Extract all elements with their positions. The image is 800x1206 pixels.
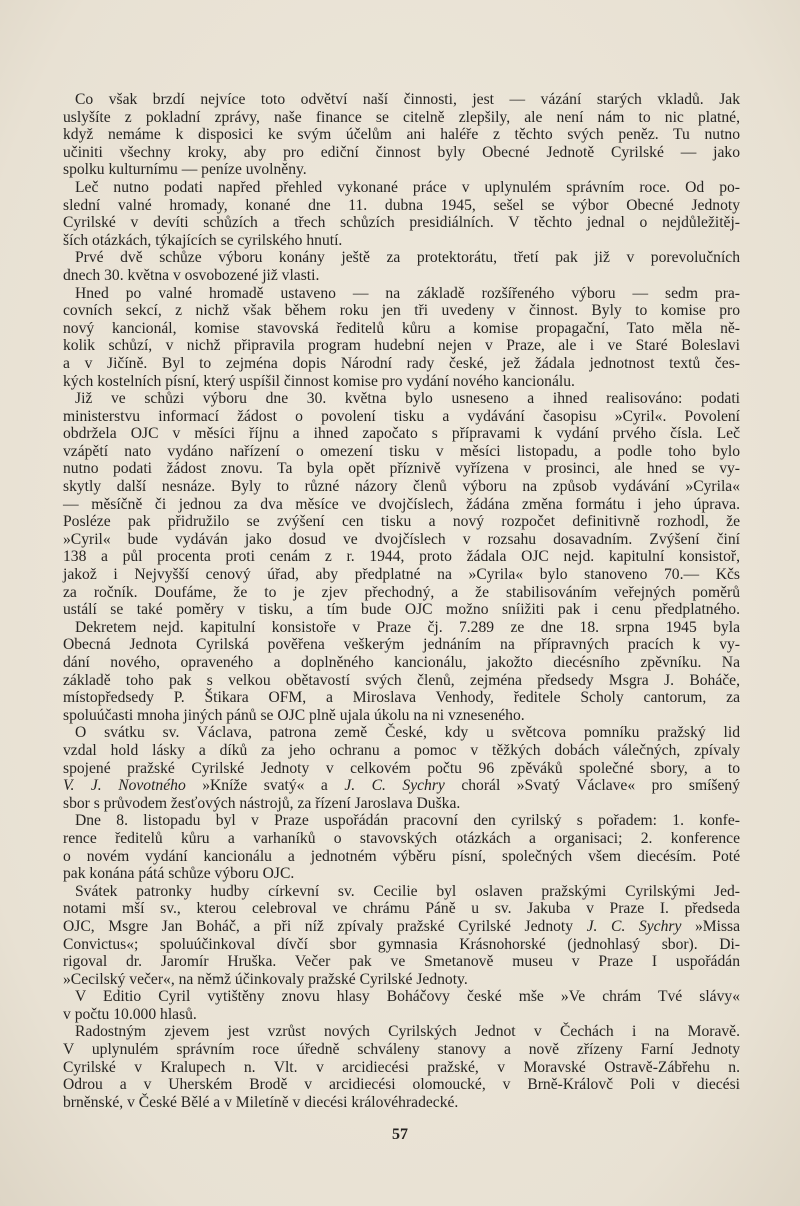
text-segment: jakož i Nejvyšší cenový úřad, aby předplatné na »Cyrila« bylo stanoveno 70.— Kčs bbox=[63, 566, 740, 584]
text-line bbox=[63, 707, 740, 725]
text-line bbox=[63, 953, 740, 971]
text-segment: 138 a půl procenta proti cenám z r. 1944, proto žádala OJC nejd. kapitulní konsistoř, bbox=[63, 548, 740, 566]
text-line bbox=[63, 443, 740, 461]
paragraph-first-line bbox=[63, 249, 740, 267]
text-segment: »Cyril« bude vydáván jako dosud ve dvojčíslech v rozsahu dosavadním. Zvýšení činí bbox=[63, 530, 740, 548]
text-segment: spojené pražské Cyrilské Jednoty v celkovém počtu 96 zpěváků společné sbory, a to bbox=[63, 759, 740, 777]
text-segment: Convictus«; spoluúčinkoval dívčí sbor gymnasia Krásnohorské (jednohlasý sbor). Di- bbox=[63, 935, 740, 953]
text-line bbox=[63, 566, 740, 584]
text-segment: v počtu 10.000 hlasů. bbox=[63, 1005, 197, 1023]
text-segment: nutno podati žádost znovu. Ta byla opět příznivě vyřízena v prosinci, ale hned se vy- bbox=[63, 460, 740, 478]
text-segment: Již ve schůzi výboru dne 30. května bylo usneseno a ihned realisováno: podati bbox=[75, 390, 740, 408]
paragraph-first-line bbox=[63, 91, 740, 109]
text-segment: o novém vydání kancionálu a jednotném výběru písní, společných všem diecésím. Poté bbox=[63, 847, 740, 865]
paragraph-first-line bbox=[63, 1023, 740, 1041]
paragraph-first-line bbox=[63, 179, 740, 197]
text-line bbox=[63, 636, 740, 654]
text-segment: pak konána pátá schůze výboru OJC. bbox=[63, 865, 295, 883]
text-line bbox=[63, 672, 740, 690]
text-line bbox=[63, 531, 740, 549]
page-number: 57 bbox=[392, 1126, 408, 1143]
text-segment: notami mší sv., kterou celebroval ve chrámu Páně u sv. Jakuba v Praze I. předseda bbox=[63, 900, 740, 918]
text-segment: V Editio Cyril vytištěny znovu hlasy Boháčovy české mše »Ve chrám Tvé slávy« bbox=[75, 988, 740, 1006]
text-line bbox=[63, 408, 740, 426]
text-segment: Dekretem nejd. kapitulní konsistoře v Praze čj. 7.289 ze dne 18. srpna 1945 byla bbox=[75, 618, 740, 636]
text-line bbox=[63, 109, 740, 127]
text-line bbox=[63, 232, 740, 250]
italic-name: J. C. Sychry bbox=[344, 777, 445, 795]
text-line bbox=[63, 355, 740, 373]
text-segment: ustálí se také poměry v tisku, a tím bude OJC možno sníižiti pak i cenu předplatného. bbox=[63, 601, 740, 619]
text-line bbox=[63, 126, 740, 144]
text-segment: dání nového, opraveného a doplněného kancionálu, jakožto diecésního zpěvníku. Na bbox=[63, 654, 740, 671]
text-segment: učiniti všechny kroky, aby pro ediční činnost byly Obecné Jednotě Cyrilské — jako bbox=[63, 143, 740, 161]
text-segment: Odrou a v Uherském Brodě v arcidiecési olomoucké, v Brně-Královč Poli v diecési bbox=[63, 1076, 740, 1094]
text-line bbox=[63, 1041, 740, 1059]
text-line bbox=[63, 214, 740, 232]
text-segment: Leč nutno podati napřed přehled vykonané práce v uplynulém správním roce. Od po- bbox=[75, 178, 740, 196]
text-line bbox=[63, 1059, 740, 1077]
paragraph-first-line bbox=[63, 619, 740, 637]
text-line bbox=[63, 848, 740, 866]
text-segment: vzdal hold lásky a díků za jeho ochranu a pomoc v těžkých dobách válečných, zpívaly bbox=[63, 741, 740, 759]
text-segment: »Cecilský večer«, na němž účinkovaly pražské Cyrilské Jednoty. bbox=[63, 970, 468, 988]
text-segment: brněnské, v České Bělé a v Miletíně v diecési královéhradecké. bbox=[63, 1093, 459, 1111]
text-line bbox=[63, 144, 740, 162]
text-line bbox=[63, 865, 740, 883]
paragraph-first-line bbox=[63, 390, 740, 408]
text-line bbox=[63, 320, 740, 338]
text-segment: skytly další nesnáze. Byly to různé názory členů výboru na způsob vydávání »Cyrila« bbox=[63, 478, 740, 496]
text-line bbox=[63, 830, 740, 848]
text-segment: za ročník. Doufáme, že to je zjev přechodný, a že stabilisováním veřejných poměrů bbox=[63, 583, 740, 601]
text-line bbox=[63, 337, 740, 355]
text-segment: chorál »Svatý Václave« pro smíšený bbox=[444, 777, 741, 795]
text-line bbox=[63, 548, 740, 566]
text-segment: dnech 30. května v osvobozené již vlasti. bbox=[63, 266, 320, 284]
text-line bbox=[63, 760, 740, 778]
text-line bbox=[63, 584, 740, 602]
italic-name: V. J. Novotného bbox=[63, 777, 186, 795]
text-segment: Prvé dvě schůze výboru konány ještě za protektorátu, třetí pak již v porevolučních bbox=[75, 249, 740, 267]
text-segment: O svátku sv. Václava, patrona země České, kdy u světcova pomníku pražský lid bbox=[75, 724, 740, 742]
text-segment: základě toho pak s velkou obětavostí svých členů, zejména předsedy Msgra J. Boháče, bbox=[63, 671, 740, 689]
text-line bbox=[63, 197, 740, 215]
text-line bbox=[63, 1094, 740, 1112]
text-segment: uslyšíte z pokladní zprávy, naše finance se citelně zlepšily, ale není nám to nic platné, bbox=[63, 108, 740, 126]
text-segment: V uplynulém správním roce úředně schváleny stanovy a nově zřízeny Farní Jednoty bbox=[63, 1041, 740, 1059]
paragraph-first-line bbox=[63, 883, 740, 901]
text-line bbox=[63, 267, 740, 285]
paragraph-first-line bbox=[63, 724, 740, 742]
paragraph-first-line bbox=[63, 988, 740, 1006]
text-segment: kých kostelních písní, který uspíšil činnost komise pro vydání nového kancionálu. bbox=[63, 372, 575, 390]
text-segment: a v Jičíně. Byl to zejména dopis Národní rady české, jež žádala jednotnost textů čes- bbox=[63, 354, 740, 372]
text-line bbox=[63, 900, 740, 918]
body-text bbox=[63, 91, 740, 1111]
text-segment: kolik schůzí, v nichž připravila program hudební nejen v Praze, ale i ve Staré Boleslavi bbox=[63, 337, 740, 355]
text-line bbox=[63, 1006, 740, 1024]
text-line bbox=[63, 1076, 740, 1094]
text-segment: spolku kulturnímu — peníze uvolněny. bbox=[63, 161, 307, 179]
text-segment: Obecná Jednota Cyrilská pověřena veškerým jednáním na přípravných pracích k vy- bbox=[63, 636, 740, 654]
text-segment: když nemáme k disposici ke svým účelům ani haléře z těchto svých peněz. Tu nutno bbox=[63, 126, 740, 144]
text-segment: Dne 8. listopadu byl v Praze uspořádán pracovní den cyrilský s pořadem: 1. konfe- bbox=[75, 812, 740, 830]
text-segment: ministerstvu informací žádost o povolení tisku a vydávání časopisu »Cyril«. Povolení bbox=[63, 407, 740, 425]
text-line bbox=[63, 161, 740, 179]
text-segment: sbor s průvodem žesťových nástrojů, za řízení Jaroslava Duška. bbox=[63, 794, 461, 812]
text-line bbox=[63, 918, 740, 936]
text-segment: rence ředitelů kůru a varhaníků o stavovských otázkách a organisaci; 2. konference bbox=[63, 829, 740, 847]
paragraph-first-line bbox=[63, 285, 740, 303]
text-line bbox=[63, 425, 740, 443]
text-segment: Co však brzdí nejvíce toto odvětví naší činnosti, jest — vázání starých vkladů. Jak bbox=[75, 91, 740, 108]
text-line bbox=[63, 742, 740, 760]
text-line bbox=[63, 777, 740, 795]
text-segment: Svátek patronky hudby církevní sv. Cecilie byl oslaven pražskými Cyrilskými Jed- bbox=[75, 882, 740, 900]
text-segment: slední valné hromady, konané dne 11. dubna 1945, sešel se výbor Obecné Jednoty bbox=[63, 196, 740, 214]
text-segment: nový kancionál, komise stavovská ředitelů kůru a komise propagační, Tato měla ně- bbox=[63, 319, 740, 337]
text-line bbox=[63, 373, 740, 391]
text-line bbox=[63, 496, 740, 514]
text-segment: spoluúčasti mnoha jiných pánů se OJC plně ujala úkolu na ni vzneseného. bbox=[63, 706, 525, 724]
text-line bbox=[63, 460, 740, 478]
text-segment: Radostným zjevem jest vzrůst nových Cyrilských Jednot v Čechách i na Moravě. bbox=[75, 1023, 740, 1041]
text-segment: OJC, Msgre Jan Boháč, a při níž zpívaly pražské Cyrilské Jednoty bbox=[63, 917, 587, 935]
italic-name: J. C. Sychry bbox=[586, 917, 682, 935]
text-segment: »Kníže svatý« a bbox=[185, 777, 345, 795]
text-segment: »Missa bbox=[681, 917, 741, 935]
text-line bbox=[63, 654, 740, 672]
text-segment: ších otázkách, týkajících se cyrilského hnutí. bbox=[63, 231, 343, 249]
text-line bbox=[63, 936, 740, 954]
text-line bbox=[63, 689, 740, 707]
text-line bbox=[63, 302, 740, 320]
text-line bbox=[63, 971, 740, 989]
paragraph-first-line bbox=[63, 812, 740, 830]
text-segment: Cyrilské v devíti schůzích a třech schůzích presidiálních. V těchto jednal o nejdůležitěj- bbox=[63, 214, 740, 232]
text-segment: obdržela OJC v měsíci říjnu a ihned započato s přípravami k vydání prvého čísla. Leč bbox=[63, 425, 740, 443]
text-line bbox=[63, 601, 740, 619]
text-segment: místopředsedy P. Štikara OFM, a Miroslava Venhody, ředitele Scholy cantorum, za bbox=[63, 689, 740, 707]
text-line bbox=[63, 795, 740, 813]
text-segment: rigoval dr. Jaromír Hruška. Večer pak ve Smetanově museu v Praze I uspořádán bbox=[63, 953, 740, 971]
text-segment: covních sekcí, z nichž však během roku jen tři uvedeny v činnost. Byly to komise pro bbox=[63, 302, 740, 320]
text-segment: Posléze pak přidružilo se zvýšení cen tisku a nový rozpočet definitivně rozhodl, že bbox=[63, 513, 740, 531]
text-line bbox=[63, 478, 740, 496]
text-segment: vzápětí nato vydáno nařízení o omezení tisku v měsíci listopadu, a podle toho bylo bbox=[63, 442, 740, 460]
text-line bbox=[63, 513, 740, 531]
text-segment: Cyrilské v Kralupech n. Vlt. v arcidiecési pražské, v Moravské Ostravě-Zábřehu n. bbox=[63, 1058, 740, 1076]
text-segment: — měsíčně či jednou za dva měsíce ve dvojčíslech, žádána změna formátu i jeho úprava. bbox=[63, 495, 740, 513]
text-segment: Hned po valné hromadě ustaveno — na základě rozšířeného výboru — sedm pra- bbox=[75, 284, 740, 302]
